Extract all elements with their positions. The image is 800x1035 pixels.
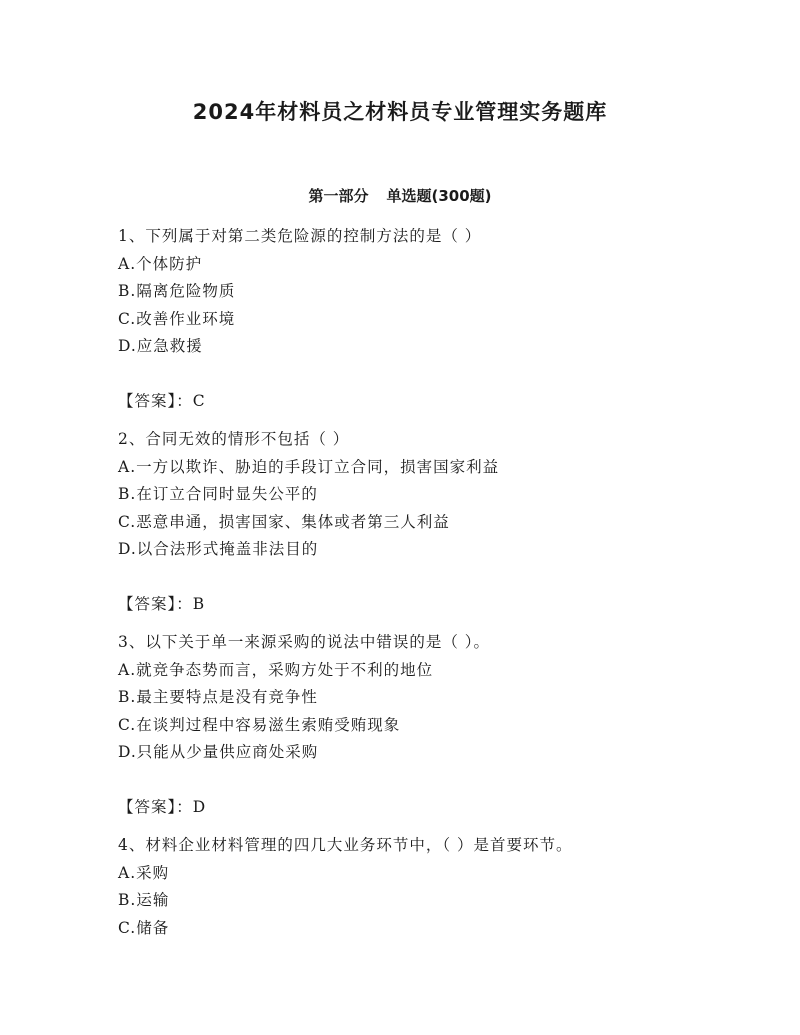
question-stem: 2、合同无效的情形不包括（ ） (118, 430, 350, 448)
question-list (118, 223, 738, 942)
section-label: 单选题(300题) (386, 187, 492, 205)
option-a: A.就竞争态势而言，采购方处于不利的地位 (118, 660, 434, 679)
option-c: C.储备 (118, 918, 170, 937)
option-c: C.改善作业环境 (118, 309, 236, 328)
answer-value: C (192, 391, 206, 410)
question-stem: 4、材料企业材料管理的四几大业务环节中，（ ）是首要环节。 (118, 836, 573, 854)
question-4 (118, 832, 738, 942)
answer-value: D (192, 797, 207, 816)
answer-value: B (192, 594, 206, 613)
answer-line (118, 388, 738, 416)
question-3 (118, 629, 738, 821)
document-title: 2024年材料员之材料员专业管理实务题库 (192, 100, 608, 124)
option-c: C.在谈判过程中容易滋生索贿受贿现象 (118, 715, 401, 734)
question-stem: 3、以下关于单一来源采购的说法中错误的是（ ）。 (118, 633, 491, 651)
option-b: B.隔离危险物质 (118, 282, 236, 300)
section-name: 第一部分 (308, 187, 369, 205)
section-title (0, 185, 800, 206)
option-c: C.恶意串通，损害国家、集体或者第三人利益 (118, 512, 450, 531)
option-b: B.最主要特点是没有竞争性 (118, 688, 318, 706)
option-d: D.只能从少量供应商处采购 (118, 743, 319, 761)
option-d: D.应急救援 (118, 337, 203, 355)
answer-line (118, 591, 738, 619)
option-b: B.在订立合同时显失公平的 (118, 485, 318, 503)
question-stem: 1、下列属于对第二类危险源的控制方法的是（ ） (118, 227, 482, 245)
option-d: D.以合法形式掩盖非法目的 (118, 540, 319, 558)
option-a: A.个体防护 (118, 254, 203, 273)
answer-label: 【答案】： (118, 594, 193, 613)
question-2 (118, 426, 738, 618)
option-b: B.运输 (118, 891, 170, 909)
question-1 (118, 223, 738, 415)
answer-label: 【答案】： (118, 391, 193, 410)
answer-line (118, 794, 738, 822)
option-a: A.一方以欺诈、胁迫的手段订立合同，损害国家利益 (118, 457, 500, 476)
option-a: A.采购 (118, 863, 170, 882)
answer-label: 【答案】： (118, 797, 193, 816)
